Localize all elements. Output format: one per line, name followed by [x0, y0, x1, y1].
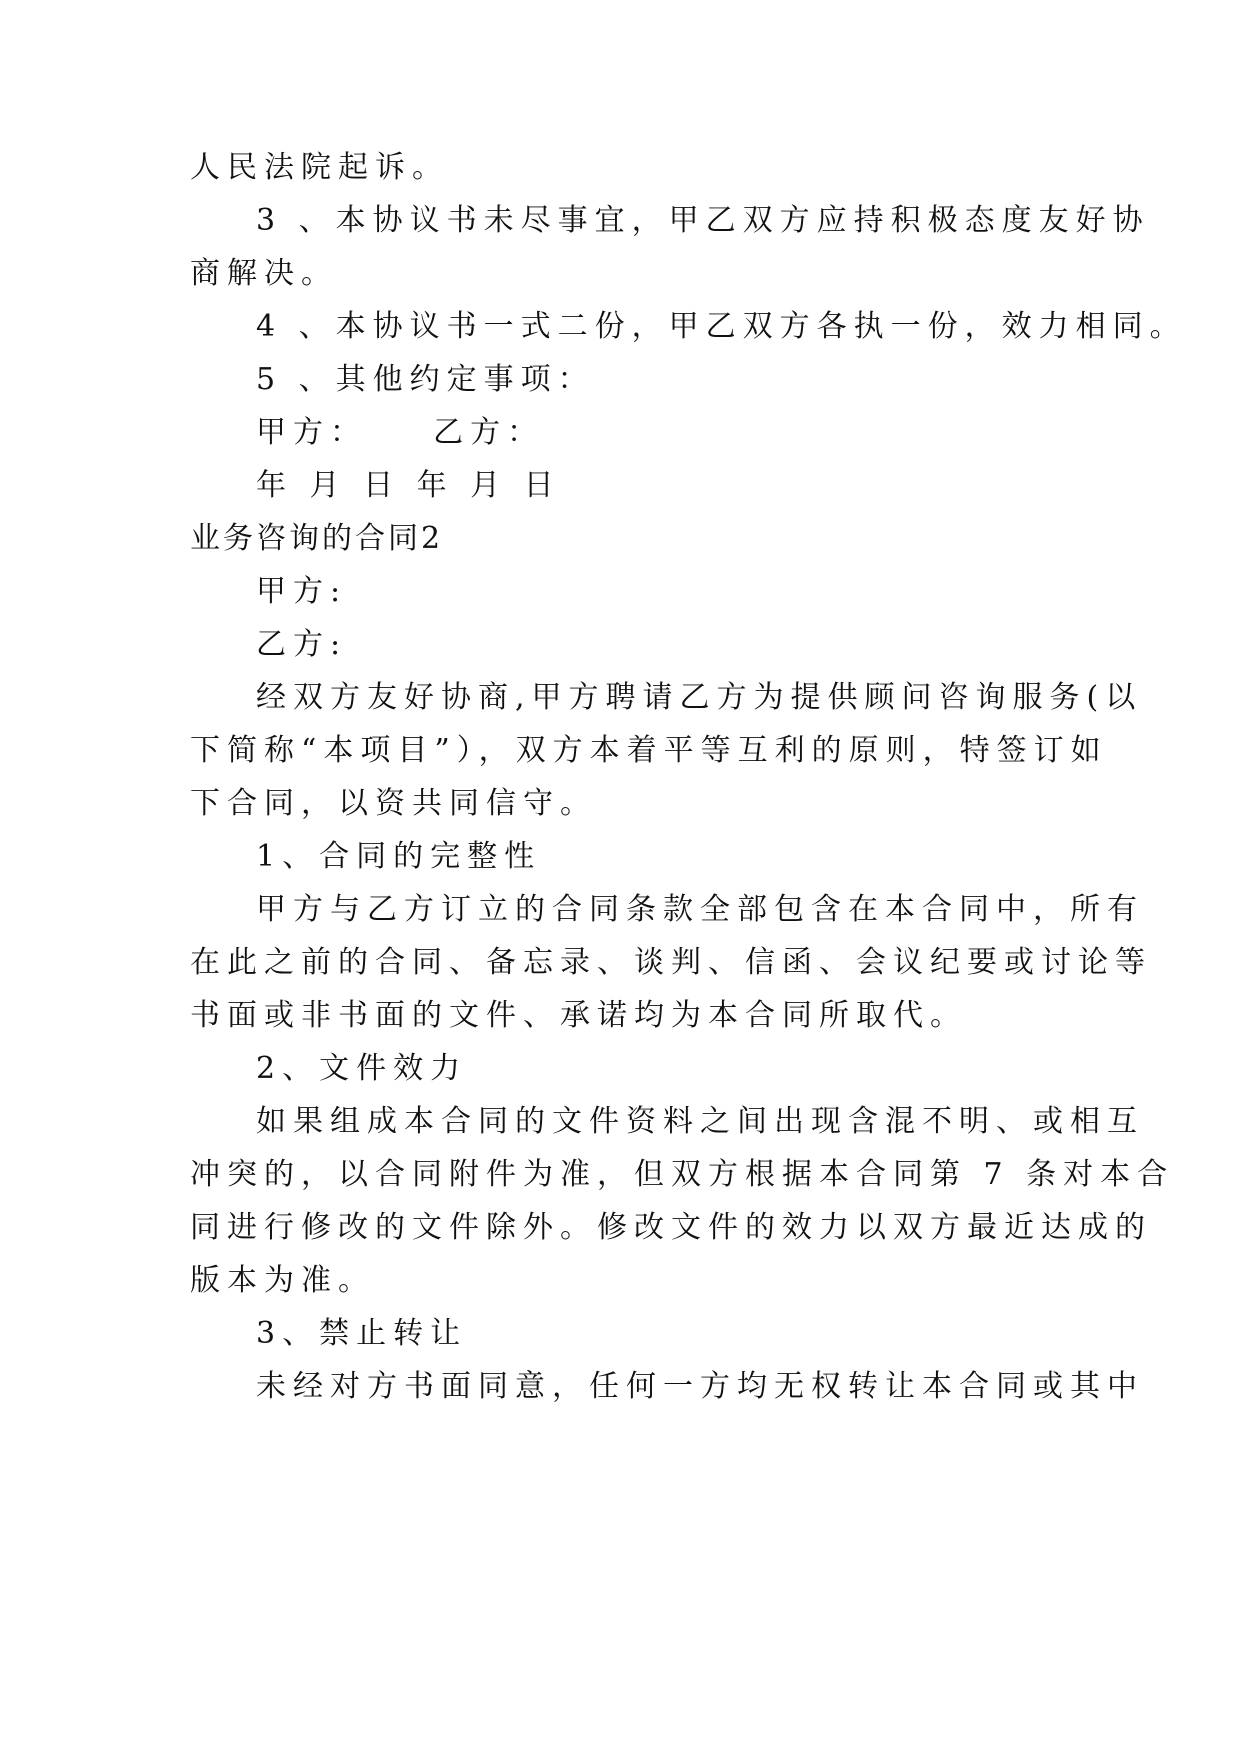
paragraph-line: 未经对方书面同意，任何一方均无权转让本合同或其中: [256, 1369, 1144, 1404]
party-a-line: 甲方:: [256, 574, 348, 609]
paragraph-line: 如果组成本合同的文件资料之间出现含混不明、或相互: [256, 1104, 1144, 1139]
paragraph-line: 3 、本协议书未尽事宜，甲乙双方应持积极态度友好协: [256, 203, 1150, 238]
signature-line: 甲方： 乙方：: [256, 415, 545, 450]
paragraph-line: 版本为准。: [190, 1263, 375, 1298]
paragraph-line: 同进行修改的文件除外。修改文件的效力以双方最近达成的: [190, 1210, 1152, 1245]
paragraph-line: 冲突的，以合同附件为准，但双方根据本合同第 7 条对本合: [190, 1157, 1175, 1192]
date-line: 年 月 日 年 月 日: [256, 468, 561, 503]
paragraph-line: 4 、本协议书一式二份，甲乙双方各执一份，效力相同。: [256, 309, 1187, 344]
paragraph-line: 下简称“本项目”），双方本着平等互利的原则，特签订如: [190, 733, 1108, 768]
section-title: 业务咨询的合同2: [190, 521, 444, 556]
paragraph-line: 书面或非书面的文件、承诺均为本合同所取代。: [190, 998, 967, 1033]
paragraph-line: 甲方与乙方订立的合同条款全部包含在本合同中，所有: [256, 892, 1144, 927]
paragraph-line: 下合同，以资共同信守。: [190, 786, 597, 821]
paragraph-line: 5 、其他约定事项：: [256, 362, 595, 397]
paragraph-line: 人民法院起诉。: [190, 150, 449, 185]
clause-heading: 2、文件效力: [256, 1051, 468, 1086]
clause-heading: 1、合同的完整性: [256, 839, 542, 874]
party-b-line: 乙方:: [256, 627, 348, 662]
clause-heading: 3、禁止转让: [256, 1316, 468, 1351]
paragraph-line: 在此之前的合同、备忘录、谈判、信函、会议纪要或讨论等: [190, 945, 1152, 980]
paragraph-line: 商解决。: [190, 256, 338, 291]
paragraph-line: 经双方友好协商,甲方聘请乙方为提供顾问咨询服务(以: [256, 680, 1143, 715]
